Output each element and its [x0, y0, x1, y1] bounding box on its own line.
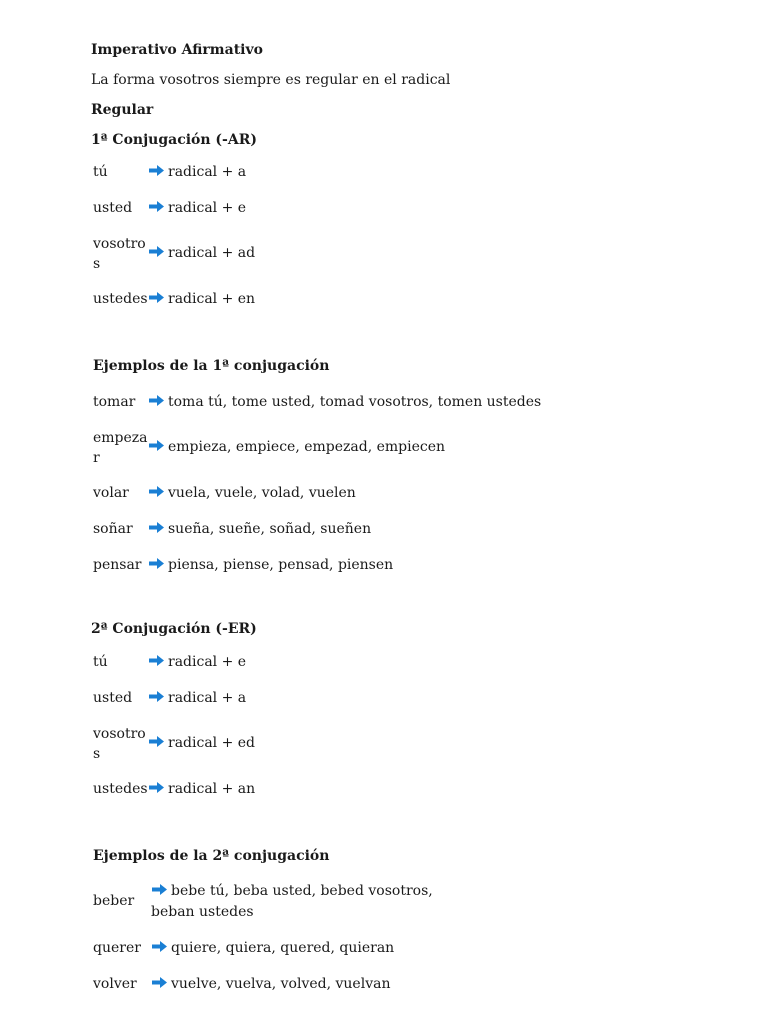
row-label: tú: [93, 654, 108, 670]
row-value: radical + a: [148, 154, 255, 190]
row-value: empieza, empiece, empezad, empiecen: [148, 420, 541, 475]
ar-heading: 1ª Conjugación (-AR): [91, 132, 257, 148]
er-conjugation-table: [91, 644, 255, 807]
row-label: soñar: [93, 521, 133, 537]
row-label: beber: [93, 893, 135, 909]
right-arrow-icon: [148, 290, 165, 310]
row-value: radical + e: [148, 190, 255, 226]
row-label: pensar: [93, 557, 142, 573]
row-value: vuelve, vuelva, volved, vuelvan: [151, 966, 461, 1002]
row-label: volver: [93, 976, 137, 992]
row-value: radical + ed: [148, 716, 255, 771]
table-row: [91, 716, 255, 771]
table-row: [91, 281, 255, 317]
right-arrow-icon: [148, 520, 165, 540]
er-examples-heading: Ejemplos de la 2ª conjugación: [93, 848, 330, 864]
table-row: [91, 930, 461, 966]
row-value: piensa, piense, pensad, piensen: [148, 547, 541, 583]
right-arrow-icon: [148, 653, 165, 673]
regular-heading: Regular: [91, 102, 154, 118]
table-row: [91, 644, 255, 680]
table-row: [91, 154, 255, 190]
right-arrow-icon: [151, 975, 168, 995]
table-row: [91, 872, 461, 930]
right-arrow-icon: [148, 199, 165, 219]
intro-paragraph: La forma vosotros siempre es regular en el radical: [91, 72, 451, 88]
right-arrow-icon: [148, 393, 165, 413]
right-arrow-icon: [148, 556, 165, 576]
row-value: radical + en: [148, 281, 255, 317]
row-label: usted: [93, 200, 133, 216]
row-label: empezar: [93, 429, 148, 466]
table-row: [91, 190, 255, 226]
table-row: [91, 771, 255, 807]
right-arrow-icon: [148, 244, 165, 264]
table-row: [91, 680, 255, 716]
row-label: vosotros: [93, 725, 146, 762]
table-row: [91, 511, 541, 547]
table-row: [91, 547, 541, 583]
table-row: [91, 226, 255, 281]
right-arrow-icon: [151, 882, 168, 902]
er-examples-table: [91, 872, 461, 1002]
table-row: [91, 475, 541, 511]
row-label: ustedes: [93, 781, 148, 797]
row-value: bebe tú, beba usted, bebed vosotros, beban ustedes: [151, 882, 433, 920]
right-arrow-icon: [151, 939, 168, 959]
ar-examples-heading: Ejemplos de la 1ª conjugación: [93, 358, 330, 374]
row-value: radical + ad: [148, 226, 255, 281]
row-label: vosotros: [93, 235, 146, 272]
right-arrow-icon: [148, 689, 165, 709]
row-label: usted: [93, 690, 133, 706]
row-label: volar: [93, 485, 129, 501]
row-value: radical + an: [148, 771, 255, 807]
right-arrow-icon: [148, 438, 165, 458]
table-row: [91, 420, 541, 475]
row-value: radical + a: [148, 680, 255, 716]
ar-conjugation-table: [91, 154, 255, 317]
row-value: vuela, vuele, volad, vuelen: [148, 475, 541, 511]
table-row: [91, 966, 461, 1002]
right-arrow-icon: [148, 484, 165, 504]
er-heading: 2ª Conjugación (-ER): [91, 621, 257, 637]
right-arrow-icon: [148, 734, 165, 754]
document-title: Imperativo Afirmativo: [91, 42, 263, 58]
row-value: sueña, sueñe, soñad, sueñen: [148, 511, 541, 547]
row-value: toma tú, tome usted, tomad vosotros, tomen ustedes: [148, 384, 541, 420]
table-row: [91, 384, 541, 420]
row-label: tomar: [93, 394, 136, 410]
row-label: querer: [93, 940, 141, 956]
row-value: radical + e: [148, 644, 255, 680]
row-value: quiere, quiera, quered, quieran: [151, 930, 461, 966]
right-arrow-icon: [148, 780, 165, 800]
row-label: tú: [93, 164, 108, 180]
ar-examples-table: [91, 384, 541, 583]
row-label: ustedes: [93, 291, 148, 307]
right-arrow-icon: [148, 163, 165, 183]
